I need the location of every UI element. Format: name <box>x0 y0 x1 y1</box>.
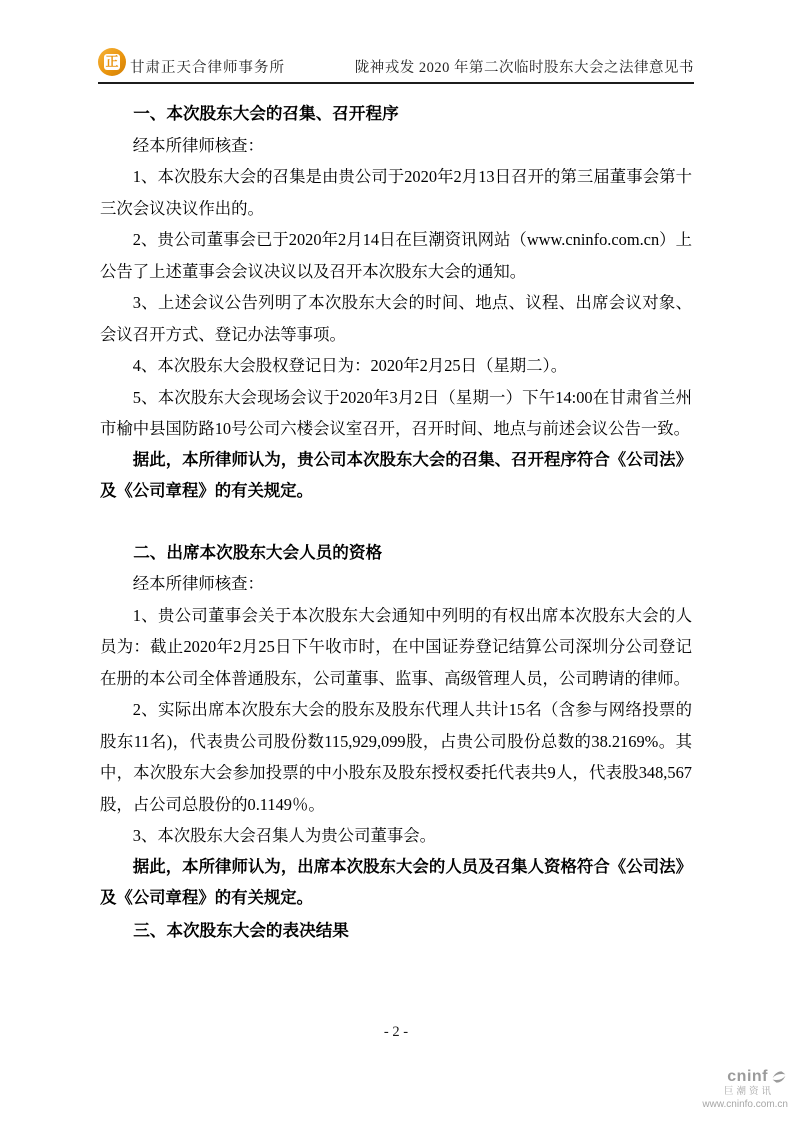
cninfo-url: www.cninfo.com.cn <box>702 1099 788 1111</box>
section-1-heading: 一、本次股东大会的召集、召开程序 <box>133 104 399 123</box>
section-1-conclusion: 据此，本所律师认为，贵公司本次股东大会的召集、召开程序符合《公司法》及《公司章程》的有关规定。 <box>100 450 692 500</box>
cninfo-brand-row <box>668 1068 788 1086</box>
section-2-paragraph: 3、本次股东大会召集人为贵公司董事会。 <box>132 826 437 845</box>
page-header <box>98 48 694 84</box>
document-title: 陇神戎发 2020 年第二次临时股东大会之法律意见书 <box>354 60 694 76</box>
section-3-heading: 三、本次股东大会的表决结果 <box>133 920 349 940</box>
section-2-heading: 二、出席本次股东大会人员的资格 <box>133 542 383 562</box>
firm-name: 甘肃正天合律师事务所 <box>130 59 285 76</box>
section-1-paragraph: 1、本次股东大会的召集是由贵公司于2020年2月13日召开的第三届董事会第十三次会议决议作出的。 <box>100 167 692 218</box>
cninfo-caption: 巨潮资讯 <box>723 1086 774 1098</box>
section-1-paragraph: 5、本次股东大会现场会议于2020年3月2日（星期一）下午14:00在甘肃省兰州市榆中县国防路10号公司六楼会议室召开，召开时间、地点与前述会议公告一致。 <box>100 387 692 438</box>
document-body <box>100 98 692 946</box>
cninfo-logo <box>668 1068 788 1111</box>
section-1-paragraph: 经本所律师核查： <box>132 135 264 155</box>
section-1-paragraph: 4、本次股东大会股权登记日为：2020年2月25日（星期二）。 <box>132 356 568 375</box>
section-2-conclusion: 据此，本所律师认为，出席本次股东大会的人员及召集人资格符合《公司法》及《公司章程》的有关规定。 <box>100 857 692 907</box>
cninfo-brand-text: cninf <box>727 1068 768 1085</box>
section-2-paragraph: 2、实际出席本次股东大会的股东及股东代理人共计15名（含参与网络投票的股东11名)，代表贵公司股份数115,929,099股，占贵公司股份总数的38.2169%。其中，本次股东大会参加投票的中小股东及股东授权委托代表共9人，代表股348,567股，占公司总股份的0.1149％。 <box>100 700 692 814</box>
section-2-paragraph: 1、贵公司董事会关于本次股东大会通知中列明的有权出席本次股东大会的人员为：截止2020年2月25日下午收市时，在中国证券登记结算公司深圳分公司登记在册的本公司全体普通股东，公司董事、监事、高级管理人员，公司聘请的律师。 <box>100 605 692 688</box>
header-firm-block <box>98 48 285 76</box>
section-1-paragraph: 2、贵公司董事会已于2020年2月14日在巨潮资讯网站（www.cninfo.com.cn）上公告了上述董事会会议决议以及召开本次股东大会的通知。 <box>100 230 692 281</box>
law-firm-logo-icon <box>98 48 126 76</box>
page-number: - 2 - <box>383 1024 409 1040</box>
cninfo-swirl-icon <box>770 1068 788 1086</box>
section-2-paragraph: 经本所律师核查： <box>132 574 264 593</box>
section-1-paragraph: 3、上述会议公告列明了本次股东大会的时间、地点、议程、出席会议对象、会议召开方式、登记办法等事项。 <box>100 293 692 344</box>
law-firm-logo-glyph: 正 <box>105 54 119 69</box>
